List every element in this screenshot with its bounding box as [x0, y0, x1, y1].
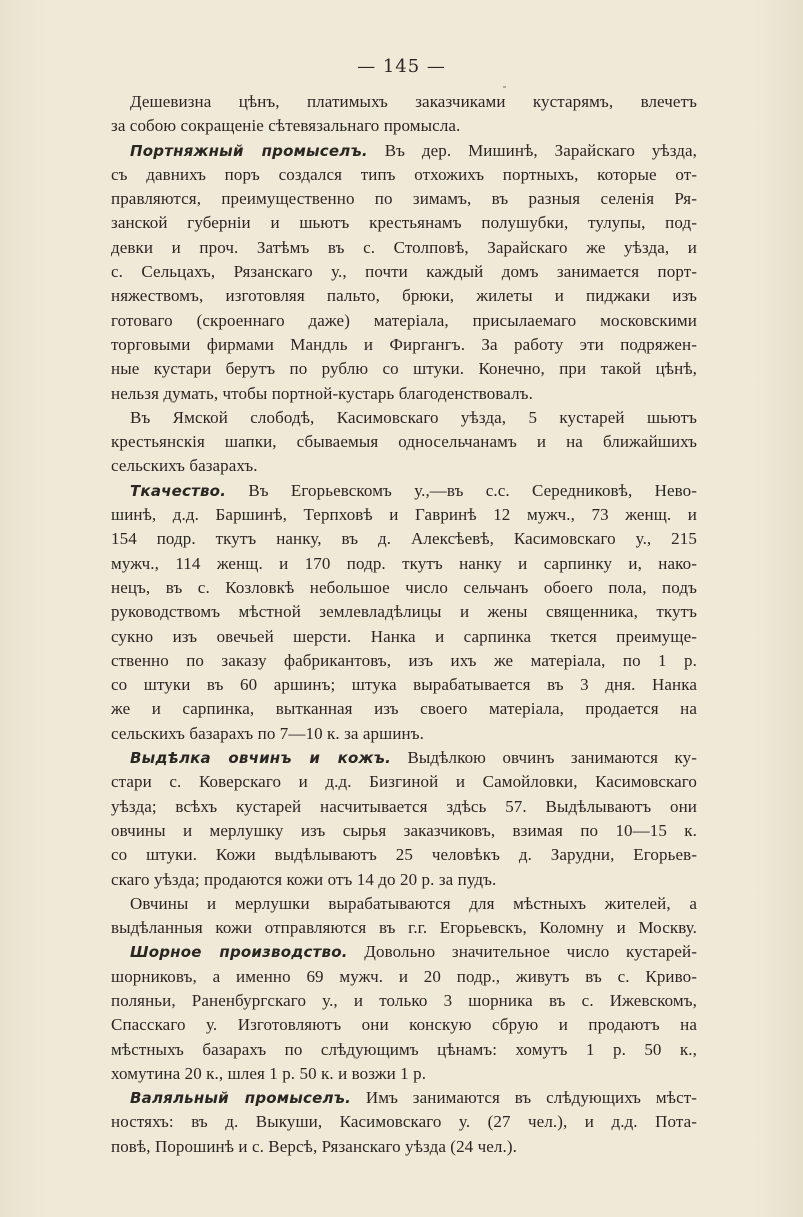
line-text: занской губернiи и шьютъ крестьянамъ полушубки, тулупы, под- — [111, 213, 697, 233]
line-text: Выдѣлкою овчинъ занимаются ку- — [391, 748, 697, 768]
text-line — [111, 163, 697, 187]
text-line — [111, 187, 697, 211]
text-line — [111, 139, 697, 163]
line-text: Въ Ямской слободѣ, Касимовскаго уѣзда, 5 кустарей шьютъ — [130, 407, 697, 427]
text-line — [111, 309, 697, 333]
text-line — [111, 479, 697, 503]
text-line — [111, 1110, 697, 1134]
text-line — [111, 333, 697, 357]
text-line — [111, 527, 697, 551]
line-text: мѣстныхъ базарахъ по слѣдующимъ цѣнамъ: хомутъ 1 р. 50 к., — [111, 1039, 697, 1059]
text-line — [111, 989, 697, 1013]
text-line — [111, 552, 697, 576]
line-text: со штуки. Кожи выдѣлываютъ 25 человѣкъ д. Зарудни, Егорьев- — [111, 845, 697, 865]
line-text: Имъ занимаются въ слѣдующихъ мѣст- — [351, 1088, 698, 1108]
line-text: шорниковъ, а именно 69 мужч. и 20 подр., живутъ въ с. Криво- — [111, 966, 697, 986]
text-line — [111, 746, 697, 770]
text-line — [111, 795, 697, 819]
line-text: готоваго (скроеннаго даже) матерiала, присылаемаго московскими — [111, 310, 697, 330]
line-text: торговыми фирмами Мандль и Фиргангъ. За работу эти подряжен- — [111, 334, 697, 354]
text-line — [111, 503, 697, 527]
section-heading: Валяльный промыселъ. — [130, 1089, 352, 1108]
section-heading: Ткачество. — [130, 481, 227, 500]
text-line — [111, 673, 697, 697]
line-text: Въ Егорьевскомъ у.,—въ с.с. Середниковѣ, Нево- — [226, 480, 697, 500]
line-text: со штуки въ 60 аршинъ; штука вырабатывается въ 3 дня. Нанка — [111, 675, 697, 695]
line-text: правляются, преимущественно по зимамъ, въ разныя селенiя Ря- — [111, 189, 697, 209]
line-text: шинѣ, д.д. Баршинѣ, Терпховѣ и Гавринѣ 12 мужч., 73 женщ. и — [111, 505, 697, 525]
text-line — [111, 600, 697, 624]
text-line — [111, 1062, 697, 1086]
line-text: поляньи, Раненбургскаго у., и только 3 шорника въ с. Ижевскомъ, — [111, 990, 697, 1010]
text-line — [111, 454, 697, 478]
text-line — [111, 722, 697, 746]
page-number: — 145 — — [357, 56, 446, 77]
line-text: повѣ, Порошинѣ и с. Версѣ, Рязанскаго уѣзда (24 чел.). — [111, 1136, 517, 1156]
text-line — [111, 819, 697, 843]
text-line — [111, 382, 697, 406]
line-text: с. Сельцахъ, Рязанскаго у., почти каждый домъ занимается порт- — [111, 262, 697, 282]
text-line — [111, 211, 697, 235]
text-line — [111, 1013, 697, 1037]
text-line — [111, 625, 697, 649]
line-text: уѣзда; всѣхъ кустарей насчитывается здѣсь 57. Выдѣлываютъ они — [111, 796, 697, 816]
line-text: же и сарпинка, вытканная изъ своего матерiала, продается на — [111, 699, 697, 719]
text-line — [111, 843, 697, 867]
line-text: Довольно значительное число кустарей- — [347, 942, 698, 962]
text-line — [111, 1086, 697, 1110]
line-text: Овчины и мерлушки вырабатываются для мѣстныхъ жителей, а — [130, 893, 697, 913]
section-heading: Шорное производство. — [130, 943, 348, 962]
text-line — [111, 114, 697, 138]
text-line — [111, 916, 697, 940]
line-text: ственно по заказу фабрикантовъ, изъ ихъ же матерiала, по 1 р. — [111, 650, 697, 670]
text-line — [111, 430, 697, 454]
line-text: выдѣланныя кожи отправляются въ г.г. Егорьевскъ, Коломну и Москву. — [111, 918, 697, 938]
line-text: скаго уѣзда; продаются кожи отъ 14 до 20 р. за пудъ. — [111, 869, 497, 889]
line-text: съ давнихъ поръ создался типъ отхожихъ портныхъ, которые от- — [111, 164, 697, 184]
ink-speck — [503, 86, 506, 88]
line-text: Спасскаго у. Изготовляютъ они конскую сбрую и продаютъ на — [111, 1015, 697, 1035]
line-text: нецъ, въ с. Козловкѣ небольшое число сельчанъ обоего пола, подъ — [111, 577, 697, 597]
text-line — [111, 406, 697, 430]
text-line — [111, 697, 697, 721]
line-text: Въ дер. Мишинѣ, Зарайскаго уѣзда, — [367, 140, 698, 160]
text-line — [111, 770, 697, 794]
section-heading: Выдѣлка овчинъ и кожъ. — [130, 749, 391, 768]
text-line — [111, 90, 697, 114]
line-text: сельскихъ базарахъ. — [111, 456, 258, 476]
line-text: ностяхъ: въ д. Выкуши, Касимовскаго у. (27 чел.), и д.д. Пота- — [111, 1112, 697, 1132]
line-text: Дешевизна цѣнъ, платимыхъ заказчиками кустарямъ, влечетъ — [130, 92, 697, 111]
text-line — [111, 236, 697, 260]
text-line — [111, 868, 697, 892]
line-text: нельзя думать, чтобы портной-кустарь благоденствовалъ. — [111, 383, 533, 403]
line-text: крестьянскiя шапки, сбываемыя односельчанамъ и на ближайшихъ — [111, 432, 697, 452]
text-line — [111, 357, 697, 381]
line-text: девки и проч. Затѣмъ въ с. Столповѣ, Зарайскаго же уѣзда, и — [111, 237, 697, 257]
text-line — [111, 284, 697, 308]
line-text: ные кустари берутъ по рублю со штуки. Конечно, при такой цѣнѣ, — [111, 359, 697, 379]
section-heading: Портняжный промыселъ. — [130, 141, 368, 160]
line-text: за собою сокращенiе сѣтевязальнаго промысла. — [111, 116, 461, 136]
line-text: овчины и мерлушку изъ сырья заказчиковъ, взимая по 10—15 к. — [111, 820, 697, 840]
text-line — [111, 965, 697, 989]
text-line — [111, 260, 697, 284]
line-text: руководствомъ мѣстной землевладѣлицы и жены священника, ткутъ — [111, 602, 697, 622]
text-line — [111, 649, 697, 673]
line-text: 154 подр. ткутъ нанку, въ д. Алексѣевѣ, Касимовскаго у., 215 — [111, 529, 697, 549]
line-text: стари с. Коверскаго и д.д. Бизгиной и Самойловки, Касимовскаго — [111, 772, 697, 792]
line-text: сукно изъ овечьей шерсти. Нанка и сарпинка ткется преимуще- — [111, 626, 697, 646]
line-text: няжествомъ, изготовляя пальто, брюки, жилеты и пиджаки изъ — [111, 286, 697, 306]
text-line — [111, 576, 697, 600]
text-line — [111, 1038, 697, 1062]
line-text: хомутина 20 к., шлея 1 р. 50 к. и возжи 1 р. — [111, 1063, 427, 1083]
text-line — [111, 1135, 697, 1159]
text-line — [111, 940, 697, 964]
body-text — [111, 90, 697, 1159]
line-text: мужч., 114 женщ. и 170 подр. ткутъ нанку и сарпинку и, нако- — [111, 553, 697, 573]
text-line — [111, 892, 697, 916]
line-text: сельскихъ базарахъ по 7—10 к. за аршинъ. — [111, 723, 424, 743]
